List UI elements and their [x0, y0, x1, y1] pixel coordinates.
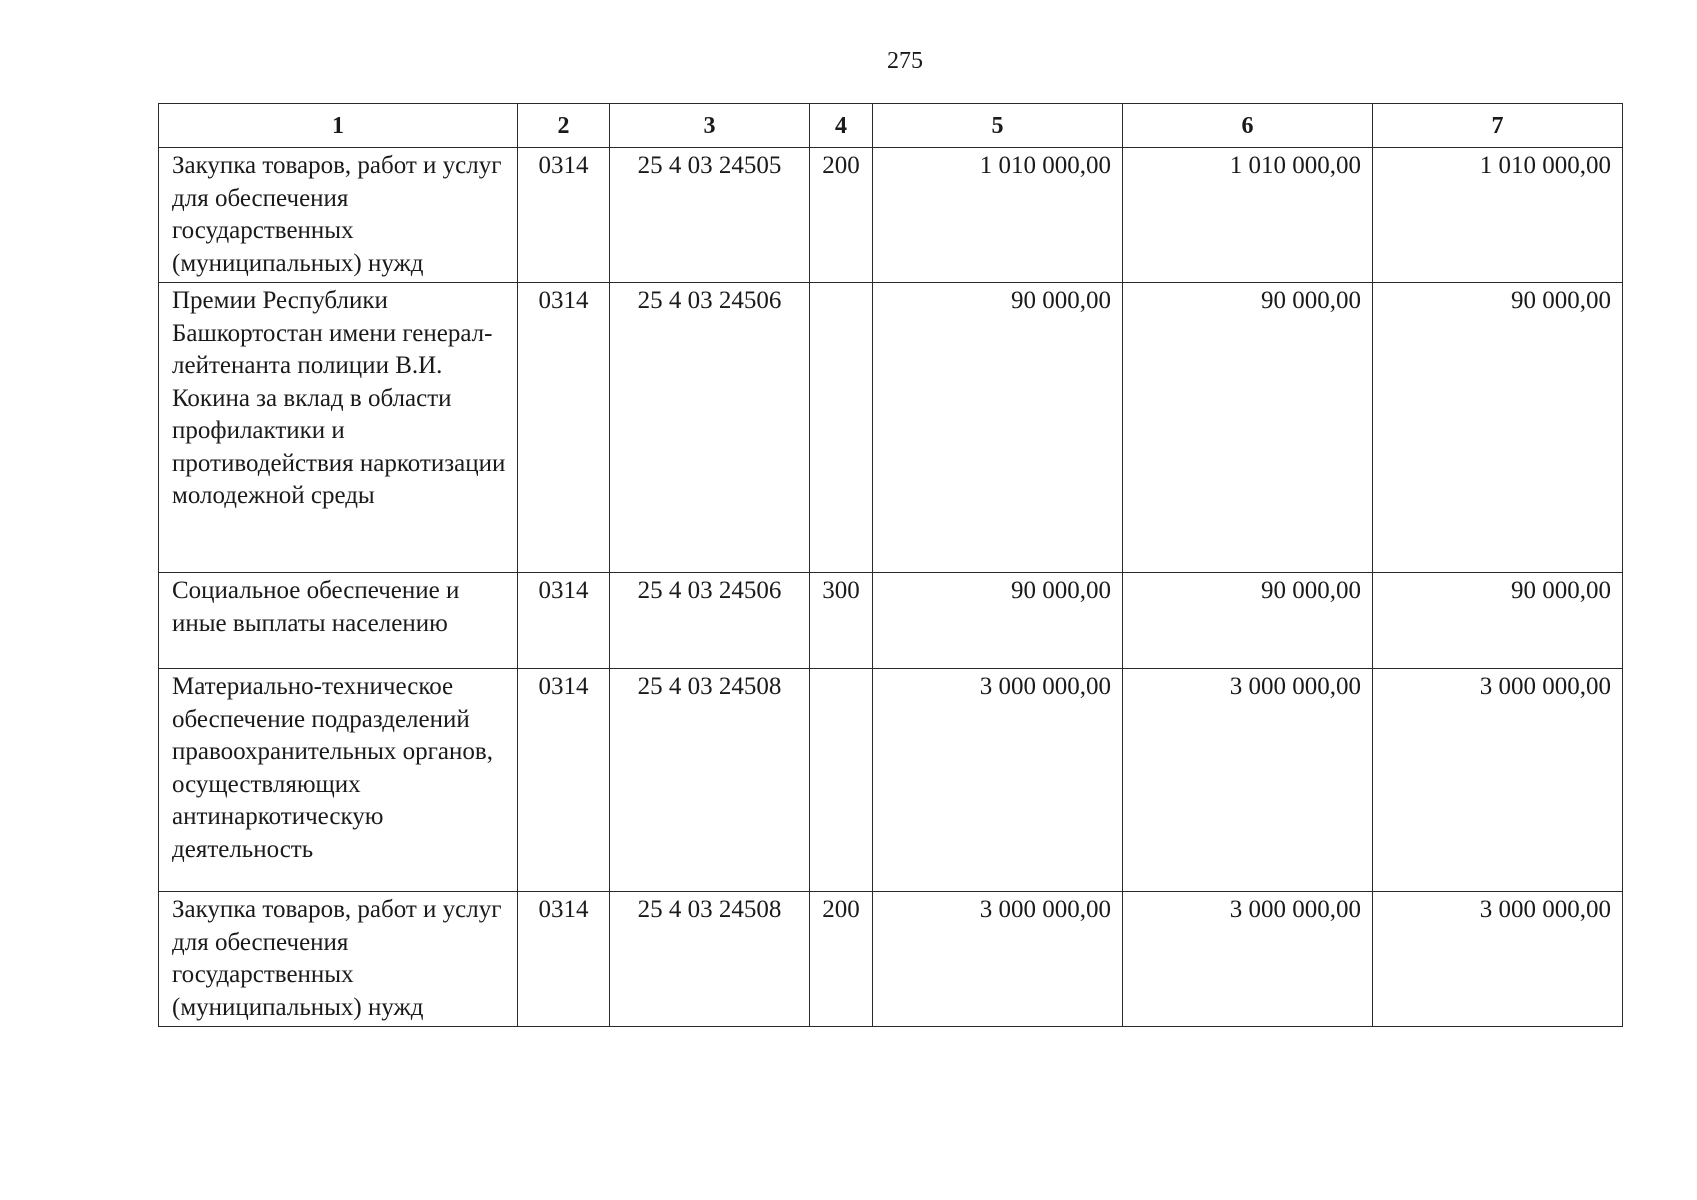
budget-table	[158, 103, 1623, 1027]
row-expense-type	[810, 283, 873, 573]
row-name: Премии Республики Башкортостан имени генерал-лейтенанта полиции В.И. Кокина за вклад в области профилактики и противодействия наркотизации молодежной среды	[159, 283, 518, 573]
row-amount-2: 3 000 000,00	[1123, 892, 1373, 1027]
row-target-code: 25 4 03 24508	[610, 892, 810, 1027]
row-amount-3: 3 000 000,00	[1373, 892, 1623, 1027]
column-header-2: 2	[518, 104, 610, 148]
row-expense-type	[810, 669, 873, 892]
row-amount-1: 3 000 000,00	[873, 669, 1123, 892]
row-section-code: 0314	[518, 892, 610, 1027]
table-row	[159, 573, 1623, 669]
row-expense-type: 300	[810, 573, 873, 669]
row-expense-type: 200	[810, 892, 873, 1027]
row-amount-3: 90 000,00	[1373, 283, 1623, 573]
row-section-code: 0314	[518, 573, 610, 669]
row-target-code: 25 4 03 24505	[610, 148, 810, 283]
row-section-code: 0314	[518, 669, 610, 892]
row-amount-1: 90 000,00	[873, 573, 1123, 669]
row-amount-3: 1 010 000,00	[1373, 148, 1623, 283]
table-row	[159, 148, 1623, 283]
row-amount-2: 90 000,00	[1123, 573, 1373, 669]
row-amount-1: 1 010 000,00	[873, 148, 1123, 283]
row-amount-2: 90 000,00	[1123, 283, 1373, 573]
row-amount-1: 3 000 000,00	[873, 892, 1123, 1027]
row-name: Социальное обеспечение и иные выплаты населению	[159, 573, 518, 669]
row-expense-type: 200	[810, 148, 873, 283]
table-row	[159, 669, 1623, 892]
table-row	[159, 892, 1623, 1027]
row-name: Закупка товаров, работ и услуг для обеспечения государственных (муниципальных) нужд	[159, 148, 518, 283]
row-amount-2: 1 010 000,00	[1123, 148, 1373, 283]
row-target-code: 25 4 03 24506	[610, 573, 810, 669]
row-target-code: 25 4 03 24508	[610, 669, 810, 892]
column-header-7: 7	[1373, 104, 1623, 148]
page-number: 275	[887, 48, 923, 74]
column-header-4: 4	[810, 104, 873, 148]
row-amount-3: 3 000 000,00	[1373, 669, 1623, 892]
column-header-6: 6	[1123, 104, 1373, 148]
table-header-row	[159, 104, 1623, 148]
row-amount-1: 90 000,00	[873, 283, 1123, 573]
row-section-code: 0314	[518, 283, 610, 573]
row-amount-2: 3 000 000,00	[1123, 669, 1373, 892]
column-header-5: 5	[873, 104, 1123, 148]
row-section-code: 0314	[518, 148, 610, 283]
row-target-code: 25 4 03 24506	[610, 283, 810, 573]
column-header-3: 3	[610, 104, 810, 148]
column-header-1: 1	[159, 104, 518, 148]
table-row	[159, 283, 1623, 573]
row-amount-3: 90 000,00	[1373, 573, 1623, 669]
row-name: Закупка товаров, работ и услуг для обеспечения государственных (муниципальных) нужд	[159, 892, 518, 1027]
row-name: Материально-техническое обеспечение подразделений правоохранительных органов, осуществляющих антинаркотическую деятельность	[159, 669, 518, 892]
